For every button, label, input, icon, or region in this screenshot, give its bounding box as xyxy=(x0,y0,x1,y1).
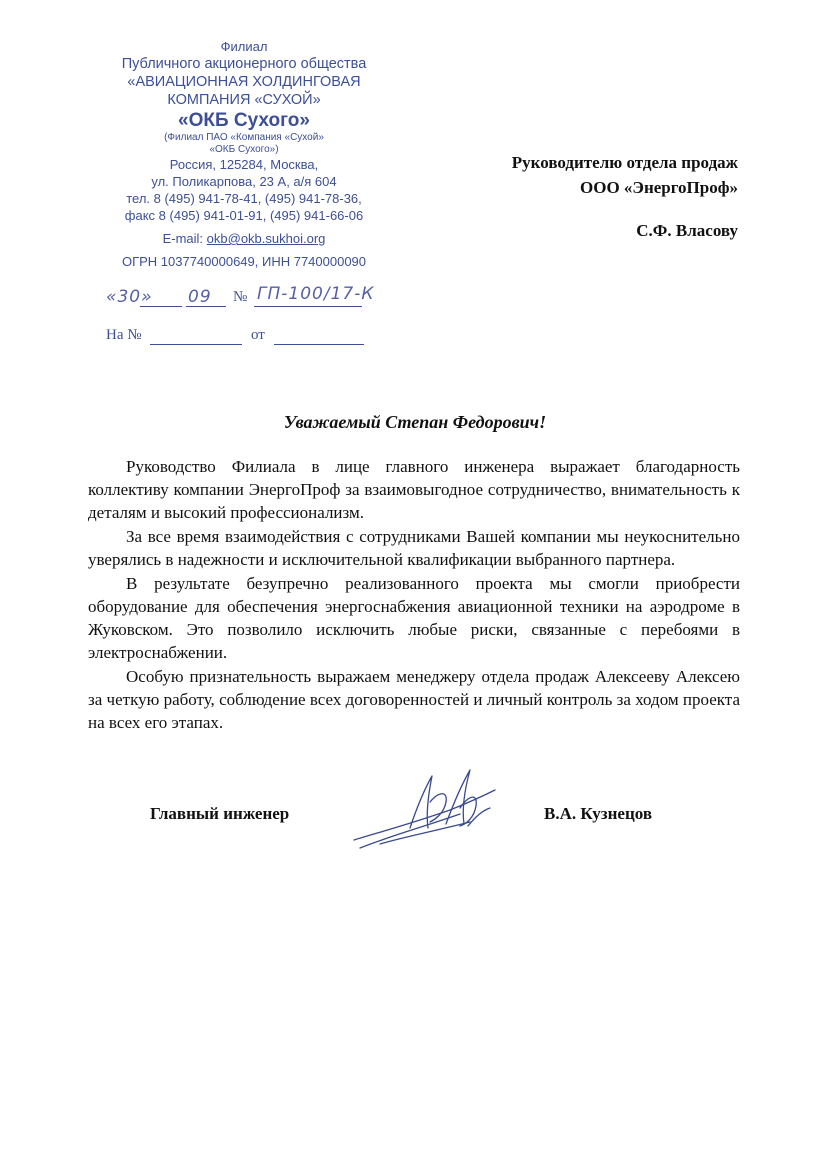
letterhead-short-2: «ОКБ Сухого») xyxy=(209,144,279,155)
reg-date-month-underline xyxy=(186,306,226,307)
ref-number-underline xyxy=(150,344,242,345)
body-paragraph: Особую признательность выражаем менеджеру отдела продаж Алексееву Алексею за четкую работу, соблюдение всех договоренностей и личный контроль за ходом проекта на всех его этапах. xyxy=(88,667,740,732)
reg-date-day: «30» xyxy=(106,287,153,307)
reg-number-underline xyxy=(254,306,362,307)
letterhead-address-1: Россия, 125284, Москва, xyxy=(169,157,319,172)
handwritten-signature xyxy=(350,762,500,857)
reg-date-month: 09 xyxy=(188,287,212,307)
ref-from-label: от xyxy=(251,327,265,343)
greeting: Уважаемый Степан Федорович! xyxy=(283,412,547,432)
recipient-position: Руководителю отдела продаж xyxy=(511,153,738,172)
letterhead-fax: факс 8 (495) 941-01-91, (495) 941-66-06 xyxy=(124,208,364,223)
letterhead-company-type: Публичного акционерного общества xyxy=(121,56,367,72)
letterhead-company-name-2: КОМПАНИЯ «СУХОЙ» xyxy=(167,92,321,108)
signoff-name: В.А. Кузнецов xyxy=(544,804,652,823)
recipient-company: ООО «ЭнергоПроф» xyxy=(580,178,738,197)
letterhead-email-row xyxy=(100,230,388,247)
letterhead-bureau: «ОКБ Сухого» xyxy=(178,110,310,131)
letterhead-address-2: ул. Поликарпова, 23 А, а/я 604 xyxy=(151,174,337,189)
letterhead-stamp xyxy=(100,38,388,270)
letterhead-company-name-1: «АВИАЦИОННАЯ ХОЛДИНГОВАЯ xyxy=(127,74,361,90)
reg-number-sign: № xyxy=(233,289,248,305)
letterhead-email-link[interactable]: okb@okb.sukhoi.org xyxy=(206,231,326,246)
body-paragraph: В результате безупречно реализованного проекта мы смогли приобрести оборудование для обеспечения энергоснабжения авиационной техники на аэродроме в Жуковском. Это позволило исключить любые риски, связанные с перебоями в электроснабжении. xyxy=(88,574,740,662)
reg-date-day-underline xyxy=(140,306,182,307)
body-paragraph: Руководство Филиала в лице главного инженера выражает благодарность коллективу компании ЭнергоПроф за взаимовыгодное сотрудничество, внимательность к деталям и высокий профессионализм. xyxy=(88,457,740,522)
ref-label: На № xyxy=(106,327,142,343)
letterhead-ids: ОГРН 1037740000649, ИНН 7740000090 xyxy=(121,254,367,269)
body-paragraph: За все время взаимодействия с сотрудниками Вашей компании мы неукоснительно уверялись в надежности и исключительной квалификации выбранного партнера. xyxy=(88,527,740,569)
letterhead-branch: Филиал xyxy=(220,39,268,54)
ref-date-underline xyxy=(274,344,364,345)
letter-body xyxy=(88,455,740,735)
recipient-block xyxy=(512,150,738,243)
reg-number-value: ГП-100/17-К xyxy=(257,284,375,304)
recipient-name: С.Ф. Власову xyxy=(636,221,738,240)
letterhead-email-label: E-mail: xyxy=(162,231,204,246)
letterhead-short-1: (Филиал ПАО «Компания «Сухой» xyxy=(164,132,324,143)
letterhead-phones: тел. 8 (495) 941-78-41, (495) 941-78-36, xyxy=(126,191,362,206)
signoff-title: Главный инженер xyxy=(150,804,290,823)
